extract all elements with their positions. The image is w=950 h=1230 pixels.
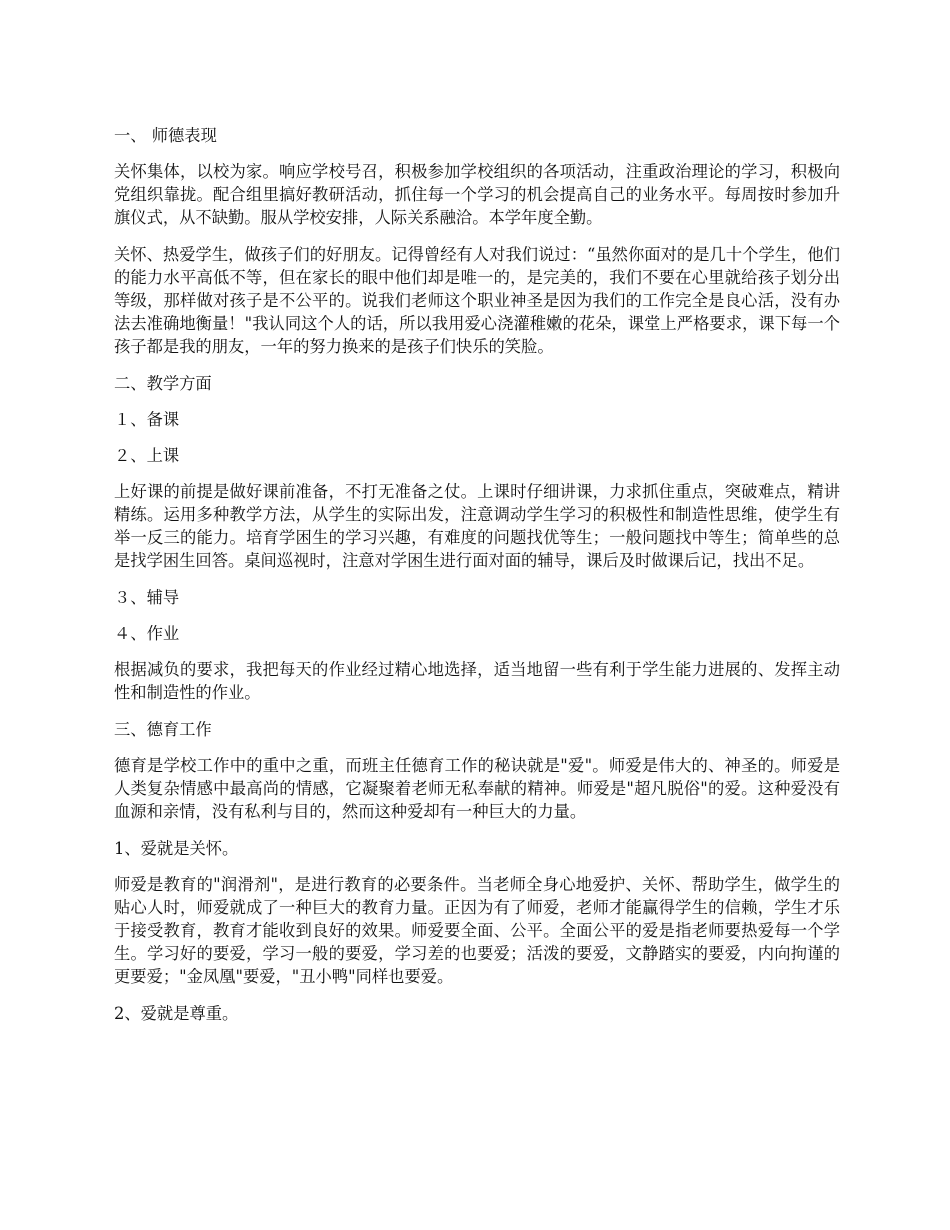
subheading-lecturing: ２、上课 xyxy=(114,446,180,465)
paragraph-love-students: 关怀、热爱学生，做孩子们的好朋友。记得曾经有人对我们说过：“虽然你面对的是几十个学生，他们的能力水平高低不等，但在家长的眼中他们却是唯一的，是完美的，我们不要在心里就给孩子划分出等级，那样做对孩子是不公平的。说我们老师这个职业神圣是因为我们的工作完全是良心活，没有办法去准确地衡量！"我认同这个人的话，所以我用爱心浇灌稚嫩的花朵，课堂上严格要求，课下每一个孩子都是我的朋友，一年的努力换来的是孩子们快乐的笑脸。 xyxy=(114,245,840,356)
section-heading-teacher-ethics: 一、 师德表现 xyxy=(114,126,217,145)
section-heading-moral-education: 三、德育工作 xyxy=(114,720,212,739)
subheading-tutoring: ３、辅导 xyxy=(114,588,180,607)
subheading-homework: ４、作业 xyxy=(114,624,180,643)
paragraph-love-is-care: 师爱是教育的"润滑剂"，是进行教育的必要条件。当老师全身心地爱护、关怀、帮助学生，做学生的贴心人时，师爱就成了一种巨大的教育力量。正因为有了师爱，老师才能赢得学生的信赖，学生才乐于接受教育，教育才能收到良好的效果。师爱要全面、公平。全面公平的爱是指老师要热爱每一个学生。学习好的要爱，学习一般的要爱，学习差的也要爱；活泼的要爱，文静踏实的要爱，内向拘谨的更要爱；"金凤凰"要爱，"丑小鸭"同样也要爱。 xyxy=(114,875,840,986)
section-heading-teaching: 二、教学方面 xyxy=(114,374,212,393)
paragraph-moral-education: 德育是学校工作中的重中之重，而班主任德育工作的秘诀就是"爱"。师爱是伟大的、神圣的。师爱是人类复杂情感中最高尚的情感，它凝聚着老师无私奉献的精神。师爱是"超凡脱俗"的爱。这种爱没有血源和亲情，没有私利与目的，然而这种爱却有一种巨大的力量。 xyxy=(114,756,840,821)
paragraph-homework: 根据减负的要求，我把每天的作业经过精心地选择，适当地留一些有利于学生能力进展的、发挥主动性和制造性的作业。 xyxy=(114,660,840,702)
subheading-love-is-respect: 2、爱就是尊重。 xyxy=(114,1004,239,1023)
document-page xyxy=(114,124,840,1038)
subheading-lesson-prep: １、备课 xyxy=(114,410,180,429)
subheading-love-is-care: 1、爱就是关怀。 xyxy=(114,839,239,858)
paragraph-lecturing: 上好课的前提是做好课前准备，不打无准备之仗。上课时仔细讲课，力求抓住重点，突破难点，精讲精练。运用多种教学方法，从学生的实际出发，注意调动学生学习的积极性和制造性思维，使学生有举一反三的能力。培育学困生的学习兴趣，有难度的问题找优等生；一般问题找中等生；简单些的总是找学困生回答。桌间巡视时，注意对学困生进行面对面的辅导，课后及时做课后记，找出不足。 xyxy=(114,482,840,570)
paragraph-care-collective: 关怀集体，以校为家。响应学校号召，积极参加学校组织的各项活动，注重政治理论的学习，积极向党组织靠拢。配合组里搞好教研活动，抓住每一个学习的机会提高自己的业务水平。每周按时参加升旗仪式，从不缺勤。服从学校安排，人际关系融洽。本学年度全勤。 xyxy=(114,162,840,227)
